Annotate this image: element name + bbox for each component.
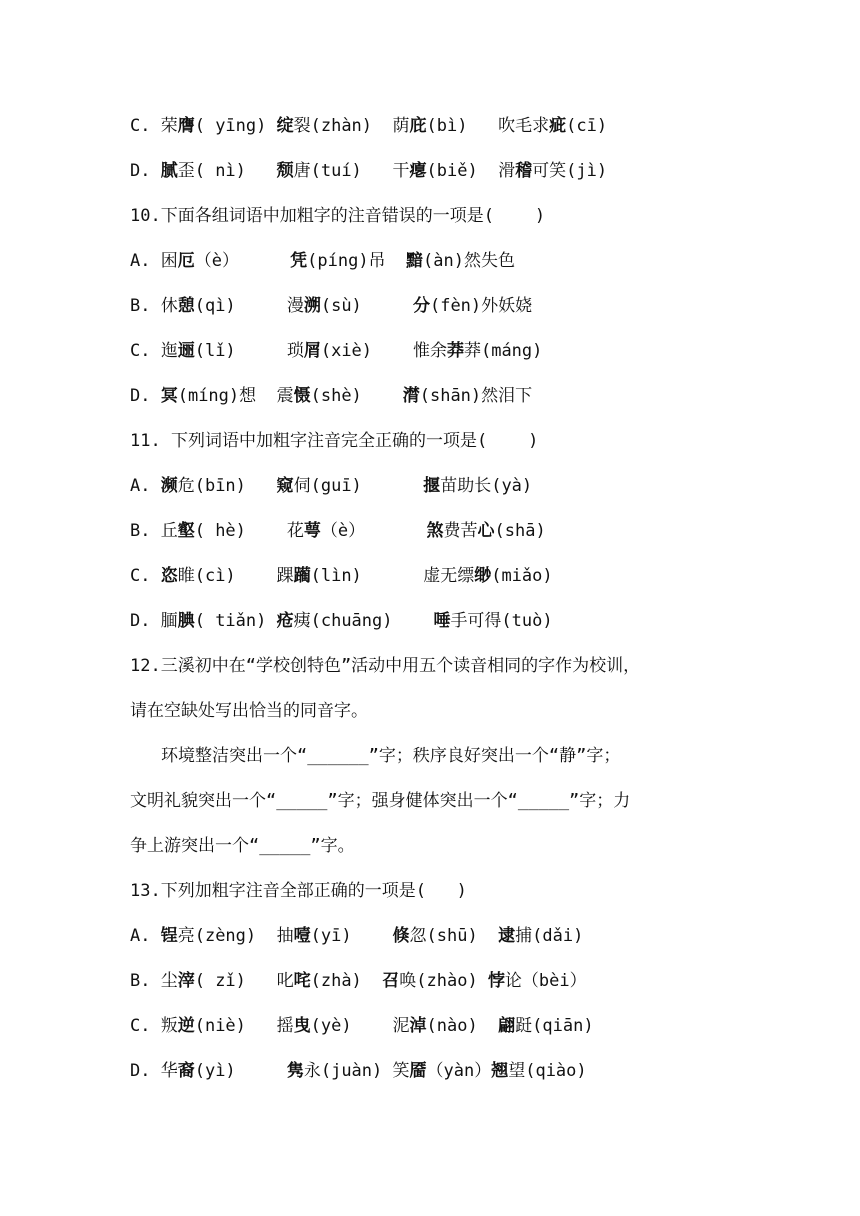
text-segment: 伺(guī): [293, 476, 424, 496]
text-segment: (píng)吊: [307, 251, 407, 271]
text-segment: 文明礼貌突出一个“_____”字；强身健体突出一个“_____”字；力: [130, 791, 631, 811]
text-segment: (niè) 摇: [194, 1016, 294, 1036]
bold-character: 揠: [423, 476, 441, 496]
bold-character: 凭: [290, 251, 308, 271]
text-segment: 莽(máng): [463, 341, 543, 361]
bold-character: 濒: [160, 476, 178, 496]
bold-character: 颓: [276, 161, 294, 181]
bold-character: 恣: [160, 566, 178, 586]
bold-character: 召: [382, 971, 400, 991]
text-segment: A. 困: [130, 251, 178, 271]
bold-character: 分: [412, 296, 430, 316]
text-line: [130, 429, 538, 453]
text-line: [130, 789, 630, 813]
text-segment: 永(juàn) 笑: [303, 1061, 410, 1081]
text-segment: ( yīng): [194, 116, 277, 136]
text-segment: 跹(qiān): [515, 1016, 594, 1036]
text-segment: (nào): [426, 1016, 499, 1036]
text-segment: 苗助长(yà): [440, 476, 533, 496]
text-segment: 请在空缺处写出恰当的同音字。: [130, 701, 368, 721]
bold-character: 绽: [276, 116, 294, 136]
bold-character: 曳: [293, 1016, 311, 1036]
text-segment: B. 尘: [130, 971, 178, 991]
text-segment: C.: [130, 566, 161, 586]
bold-character: 锃: [160, 926, 178, 946]
text-segment: 望(qiào): [508, 1061, 587, 1081]
bold-character: 潸: [402, 386, 420, 406]
text-line: [130, 519, 546, 543]
bold-character: 隽: [286, 1061, 304, 1081]
text-segment: 痍(chuāng): [293, 611, 434, 631]
bold-character: 冥: [160, 386, 178, 406]
text-segment: (biě) 滑: [426, 161, 516, 181]
text-segment: (miǎo): [491, 566, 553, 586]
text-line: [130, 879, 467, 903]
text-segment: （è）: [194, 251, 291, 271]
bold-character: 裔: [177, 1061, 195, 1081]
text-segment: 11. 下列词语中加粗字注音完全正确的一项是( ): [130, 431, 539, 451]
text-segment: C. 叛: [130, 1016, 178, 1036]
text-segment: 手可得(tuò): [450, 611, 553, 631]
text-line: [130, 969, 587, 993]
text-line: [130, 924, 583, 948]
bold-character: 腆: [177, 611, 195, 631]
bold-character: 缈: [474, 566, 492, 586]
text-segment: 捕(dǎi): [515, 926, 584, 946]
text-segment: 睢(cì) 踝: [177, 566, 294, 586]
text-segment: (lǐ) 琐: [194, 341, 304, 361]
text-segment: (sù): [320, 296, 413, 316]
bold-character: 滓: [177, 971, 195, 991]
text-segment: 费苦: [443, 521, 478, 541]
text-segment: (yì): [194, 1061, 287, 1081]
text-line: [130, 654, 640, 678]
text-line: [130, 1059, 587, 1083]
text-segment: 争上游突出一个“_____”字。: [130, 836, 355, 856]
text-line: [130, 114, 607, 138]
text-segment: 危(bīn): [177, 476, 277, 496]
text-segment: (zhà): [310, 971, 383, 991]
text-line: [130, 204, 545, 228]
bold-character: 溯: [303, 296, 321, 316]
bold-character: 逆: [177, 1016, 195, 1036]
bold-character: 疮: [276, 611, 294, 631]
text-segment: C. 荣: [130, 116, 178, 136]
text-segment: (àn)然失色: [423, 251, 515, 271]
text-segment: D. 腼: [130, 611, 178, 631]
bold-character: 靥: [409, 1061, 427, 1081]
bold-character: 翘: [491, 1061, 509, 1081]
bold-character: 咤: [293, 971, 311, 991]
text-segment: (míng)想 震: [177, 386, 294, 406]
text-segment: ( zǐ) 叱: [194, 971, 294, 991]
bold-character: 唾: [433, 611, 451, 631]
text-line: [130, 294, 532, 318]
text-segment: 环境整洁突出一个“______”字；秩序良好突出一个“静”字；: [161, 746, 621, 766]
bold-character: 稽: [515, 161, 533, 181]
text-segment: (xiè) 惟余: [320, 341, 447, 361]
bold-character: 庇: [409, 116, 427, 136]
bold-character: 噎: [293, 926, 311, 946]
bold-character: 疵: [549, 116, 567, 136]
text-line: [130, 1014, 594, 1038]
text-segment: B. 丘: [130, 521, 178, 541]
bold-character: 躏: [293, 566, 311, 586]
bold-character: 悖: [487, 971, 505, 991]
text-segment: (yī): [310, 926, 393, 946]
text-line: [130, 834, 355, 858]
text-segment: ( tiǎn): [194, 611, 277, 631]
bold-character: 翩: [498, 1016, 516, 1036]
text-segment: D.: [130, 161, 161, 181]
bold-character: 萼: [303, 521, 321, 541]
bold-character: 膺: [177, 116, 195, 136]
text-segment: 亮(zèng) 抽: [177, 926, 294, 946]
text-segment: 12.三溪初中在“学校创特色”活动中用五个读音相同的字作为校训，: [130, 656, 641, 676]
text-segment: B. 休: [130, 296, 178, 316]
bold-character: 慑: [293, 386, 311, 406]
text-segment: 可笑(jì): [532, 161, 608, 181]
text-segment: (qì) 漫: [194, 296, 304, 316]
bold-character: 屑: [303, 341, 321, 361]
text-segment: (lìn) 虚无缥: [310, 566, 475, 586]
text-segment: （yàn）: [426, 1061, 492, 1081]
text-segment: 13.下列加粗字注音全部正确的一项是( ): [130, 881, 467, 901]
bold-character: 逦: [177, 341, 195, 361]
bold-character: 厄: [177, 251, 195, 271]
bold-character: 莽: [446, 341, 464, 361]
text-segment: 歪( nì): [177, 161, 277, 181]
text-line: [161, 744, 620, 768]
text-segment: 10.下面各组词语中加粗字的注音错误的一项是( ): [130, 206, 546, 226]
text-segment: 唤(zhào): [399, 971, 488, 991]
text-segment: (yè) 泥: [310, 1016, 410, 1036]
text-segment: (bì) 吹毛求: [426, 116, 550, 136]
text-segment: A.: [130, 476, 161, 496]
bold-character: 逮: [498, 926, 516, 946]
text-line: [130, 339, 542, 363]
text-segment: 裂(zhàn) 荫: [293, 116, 410, 136]
text-segment: (fèn)外妖娆: [429, 296, 533, 316]
bold-character: 淖: [409, 1016, 427, 1036]
text-segment: 忽(shū): [409, 926, 499, 946]
text-line: [130, 384, 532, 408]
bold-character: 心: [477, 521, 495, 541]
text-segment: 论（bèi）: [504, 971, 587, 991]
text-segment: D.: [130, 386, 161, 406]
bold-character: 憩: [177, 296, 195, 316]
text-line: [130, 159, 607, 183]
text-segment: (shè): [310, 386, 403, 406]
bold-character: 腻: [160, 161, 178, 181]
text-line: [130, 249, 515, 273]
bold-character: 窥: [276, 476, 294, 496]
text-line: [130, 474, 532, 498]
bold-character: 壑: [177, 521, 195, 541]
text-segment: C. 迤: [130, 341, 178, 361]
text-line: [130, 564, 553, 588]
bold-character: 黯: [406, 251, 424, 271]
text-segment: (shān)然泪下: [419, 386, 533, 406]
text-segment: ( hè) 花: [194, 521, 304, 541]
text-segment: (shā): [494, 521, 546, 541]
bold-character: 煞: [426, 521, 444, 541]
text-segment: (cī): [566, 116, 608, 136]
bold-character: 倏: [392, 926, 410, 946]
text-segment: D. 华: [130, 1061, 178, 1081]
text-segment: 唐(tuí) 干: [293, 161, 410, 181]
bold-character: 瘪: [409, 161, 427, 181]
text-line: [130, 609, 553, 633]
text-line: [130, 699, 368, 723]
text-segment: （è）: [320, 521, 427, 541]
text-segment: A.: [130, 926, 161, 946]
